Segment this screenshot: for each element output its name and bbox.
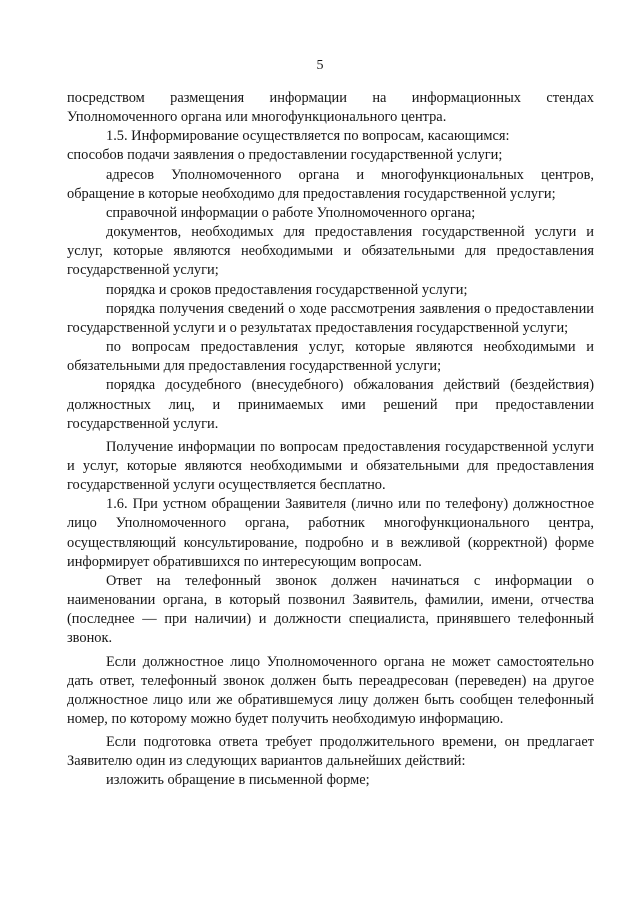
paragraph-long-answer: Если подготовка ответа требует продолжительного времени, он предлагает Заявителю один из следующих вариантов дальнейших действий: bbox=[67, 734, 594, 770]
document-body bbox=[67, 89, 594, 791]
paragraph-required-services: по вопросам предоставления услуг, которые являются необходимыми и обязательными для предоставления государственной услуги; bbox=[67, 339, 594, 375]
paragraph-phone-answer: Ответ на телефонный звонок должен начинаться с информации о наименовании органа, в который позвонил Заявитель, фамилии, имени, отчества (последнее — при наличии) и должности специалиста, принявшего телефонный звонок. bbox=[67, 572, 594, 647]
paragraph-reference-info: справочной информации о работе Уполномоченного органа; bbox=[106, 204, 476, 221]
page-number: 5 bbox=[316, 58, 324, 73]
paragraph-redirect: Если должностное лицо Уполномоченного органа не может самостоятельно дать ответ, телефонный звонок должен быть переадресован (переведен) на другое должностное лицо или же обратившемуся лицу должен быть сообщен телефонный номер, по которому можно будет получить необходимую информацию. bbox=[67, 653, 594, 727]
paragraph-written-form: изложить обращение в письменной форме; bbox=[106, 772, 370, 789]
paragraph-addresses: адресов Уполномоченного органа и многофункциональных центров, обращение в которые необходимо для предоставления государственной услуги; bbox=[67, 166, 594, 202]
paragraph-free-of-charge: Получение информации по вопросам предоставления государственной услуги и услуг, которые являются необходимыми и обязательными для предоставления государственной услуги осуществляется бесплатно. bbox=[67, 438, 594, 494]
paragraph-section-1-6: 1.6. При устном обращении Заявителя (лично или по телефону) должностное лицо Уполномоченного органа, работник многофункционального центра, осуществляющий консультирование, подробно и в вежливой (корректной) форме информирует обратившихся по интересующим вопросам. bbox=[67, 496, 594, 570]
paragraph-terms: порядка и сроков предоставления государственной услуги; bbox=[106, 281, 468, 298]
paragraph-progress-info: порядка получения сведений о ходе рассмотрения заявления о предоставлении государственной услуги и о результатах предоставления государственной услуги; bbox=[67, 300, 594, 336]
paragraph-info-stands: посредством размещения информации на информационных стендах Уполномоченного органа или многофункционального центра. bbox=[67, 90, 594, 126]
paragraph-documents: документов, необходимых для предоставления государственной услуги и услуг, которые являются необходимыми и обязательными для предоставления государственной услуги; bbox=[67, 224, 594, 279]
paragraph-section-1-5: 1.5. Информирование осуществляется по вопросам, касающимся: bbox=[106, 128, 510, 145]
paragraph-submission-methods: способов подачи заявления о предоставлении государственной услуги; bbox=[67, 147, 503, 164]
paragraph-appeal-procedure: порядка досудебного (внесудебного) обжалования действий (бездействия) должностных лиц, и принимаемых ими решений при предоставлении государственной услуги. bbox=[67, 377, 594, 432]
